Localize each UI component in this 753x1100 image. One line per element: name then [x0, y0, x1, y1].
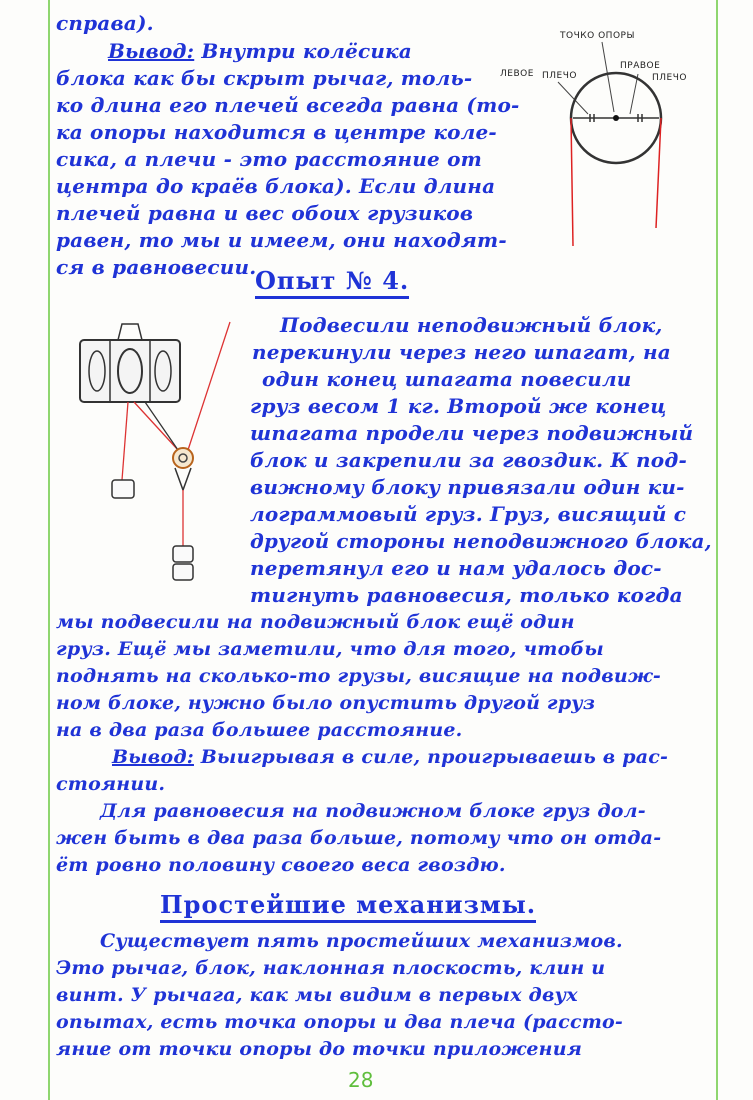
left-arm-label-1: ЛЕВОЕ: [500, 69, 534, 79]
text-line: перекинули через него шпагат, на: [252, 340, 671, 364]
conclusion-text: Выигрывая в силе, проигрываешь в рас-: [200, 746, 669, 768]
text-line: яние от точки опоры до точки приложения: [56, 1038, 583, 1060]
text-line: лограммовый груз. Груз, висящий с: [250, 502, 687, 526]
text-line: на в два раза большее расстояние.: [56, 719, 463, 741]
text-line: вижному блоку привязали один ки-: [250, 475, 685, 499]
margin-line-left: [48, 0, 50, 1100]
text-line: Это рычаг, блок, наклонная плоскость, клин и: [56, 957, 606, 979]
weight: [173, 546, 193, 562]
conclusion-label: Вывод:: [108, 39, 195, 63]
text-line: поднять на сколько-то грузы, висящие на подвиж-: [56, 665, 661, 687]
conclusion-line: [112, 744, 668, 771]
conclusion-text: Внутри колёсика: [201, 39, 412, 63]
text-line: опытах, есть точка опоры и два плеча (рассто-: [56, 1011, 623, 1033]
text-line: винт. У рычага, как мы видим в первых двух: [56, 984, 578, 1006]
text-line: ном блоке, нужно было опустить другой груз: [56, 692, 596, 714]
text-line: центра до краёв блока). Если длина: [56, 174, 496, 198]
right-arm-label-2: ПЛЕЧО: [652, 73, 687, 83]
text-line: Существует пять простейших механизмов.: [100, 930, 623, 952]
experiment-heading: Опыт № 4.: [255, 266, 409, 295]
page-number: 28: [348, 1068, 374, 1092]
text-line: ёт ровно половину своего веса гвоздю.: [56, 854, 506, 876]
right-arm-pointer: [630, 74, 638, 114]
text-line: груз. Ещё мы заметили, что для того, чтобы: [56, 638, 604, 660]
fulcrum-point: [613, 115, 619, 121]
movable-pulley: [173, 448, 193, 468]
text-line: жен быть в два раза больше, потому что он отда-: [56, 827, 662, 849]
text-line: Подвесили неподвижный блок,: [280, 313, 663, 337]
text-line: шпагата продели через подвижный: [250, 421, 694, 445]
text-line: ся в равновесии.: [56, 255, 257, 279]
text-line: один конец шпагата повесили: [262, 367, 632, 391]
weight: [173, 564, 193, 580]
text-line: стоянии.: [56, 773, 166, 795]
margin-line-right: [716, 0, 718, 1100]
text-line: справа).: [56, 11, 154, 35]
text-line: другой стороны неподвижного блока,: [250, 529, 712, 553]
pulley-system-sketch: [70, 310, 250, 600]
fulcrum-pointer: [602, 42, 614, 112]
text-line: плечей равна и вес обоих грузиков: [56, 201, 474, 225]
text-line: блока как бы скрыт рычаг, толь-: [56, 66, 473, 90]
pulley-lever-diagram: [498, 18, 708, 258]
text-line: груз весом 1 кг. Второй же конец: [250, 394, 667, 418]
left-arm-label-2: ПЛЕЧО: [542, 71, 577, 81]
text-line: мы подвесили на подвижный блок ещё один: [56, 611, 575, 633]
mechanisms-heading: Простейшие механизмы.: [160, 890, 536, 919]
conclusion-line: [108, 38, 412, 65]
left-string: [571, 118, 573, 246]
weight: [112, 480, 134, 498]
conclusion-label: Вывод:: [112, 746, 194, 768]
text-line: перетянул его и нам удалось дос-: [250, 556, 662, 580]
right-arm-label-1: ПРАВОЕ: [620, 61, 661, 71]
text-line: тигнуть равновесия, только когда: [250, 583, 683, 607]
text-line: равен, то мы и имеем, они находят-: [56, 228, 507, 252]
text-line: Для равновесия на подвижном блоке груз дол-: [100, 800, 646, 822]
text-line: ка опоры находится в центре коле-: [56, 120, 497, 144]
text-line: ко длина его плечей всегда равна (то-: [56, 93, 520, 117]
text-line: блок и закрепили за гвоздик. К под-: [250, 448, 687, 472]
text-line: сика, а плечи - это расстояние от: [56, 147, 483, 171]
fulcrum-label: ТОЧКО ОПОРЫ: [560, 31, 635, 41]
